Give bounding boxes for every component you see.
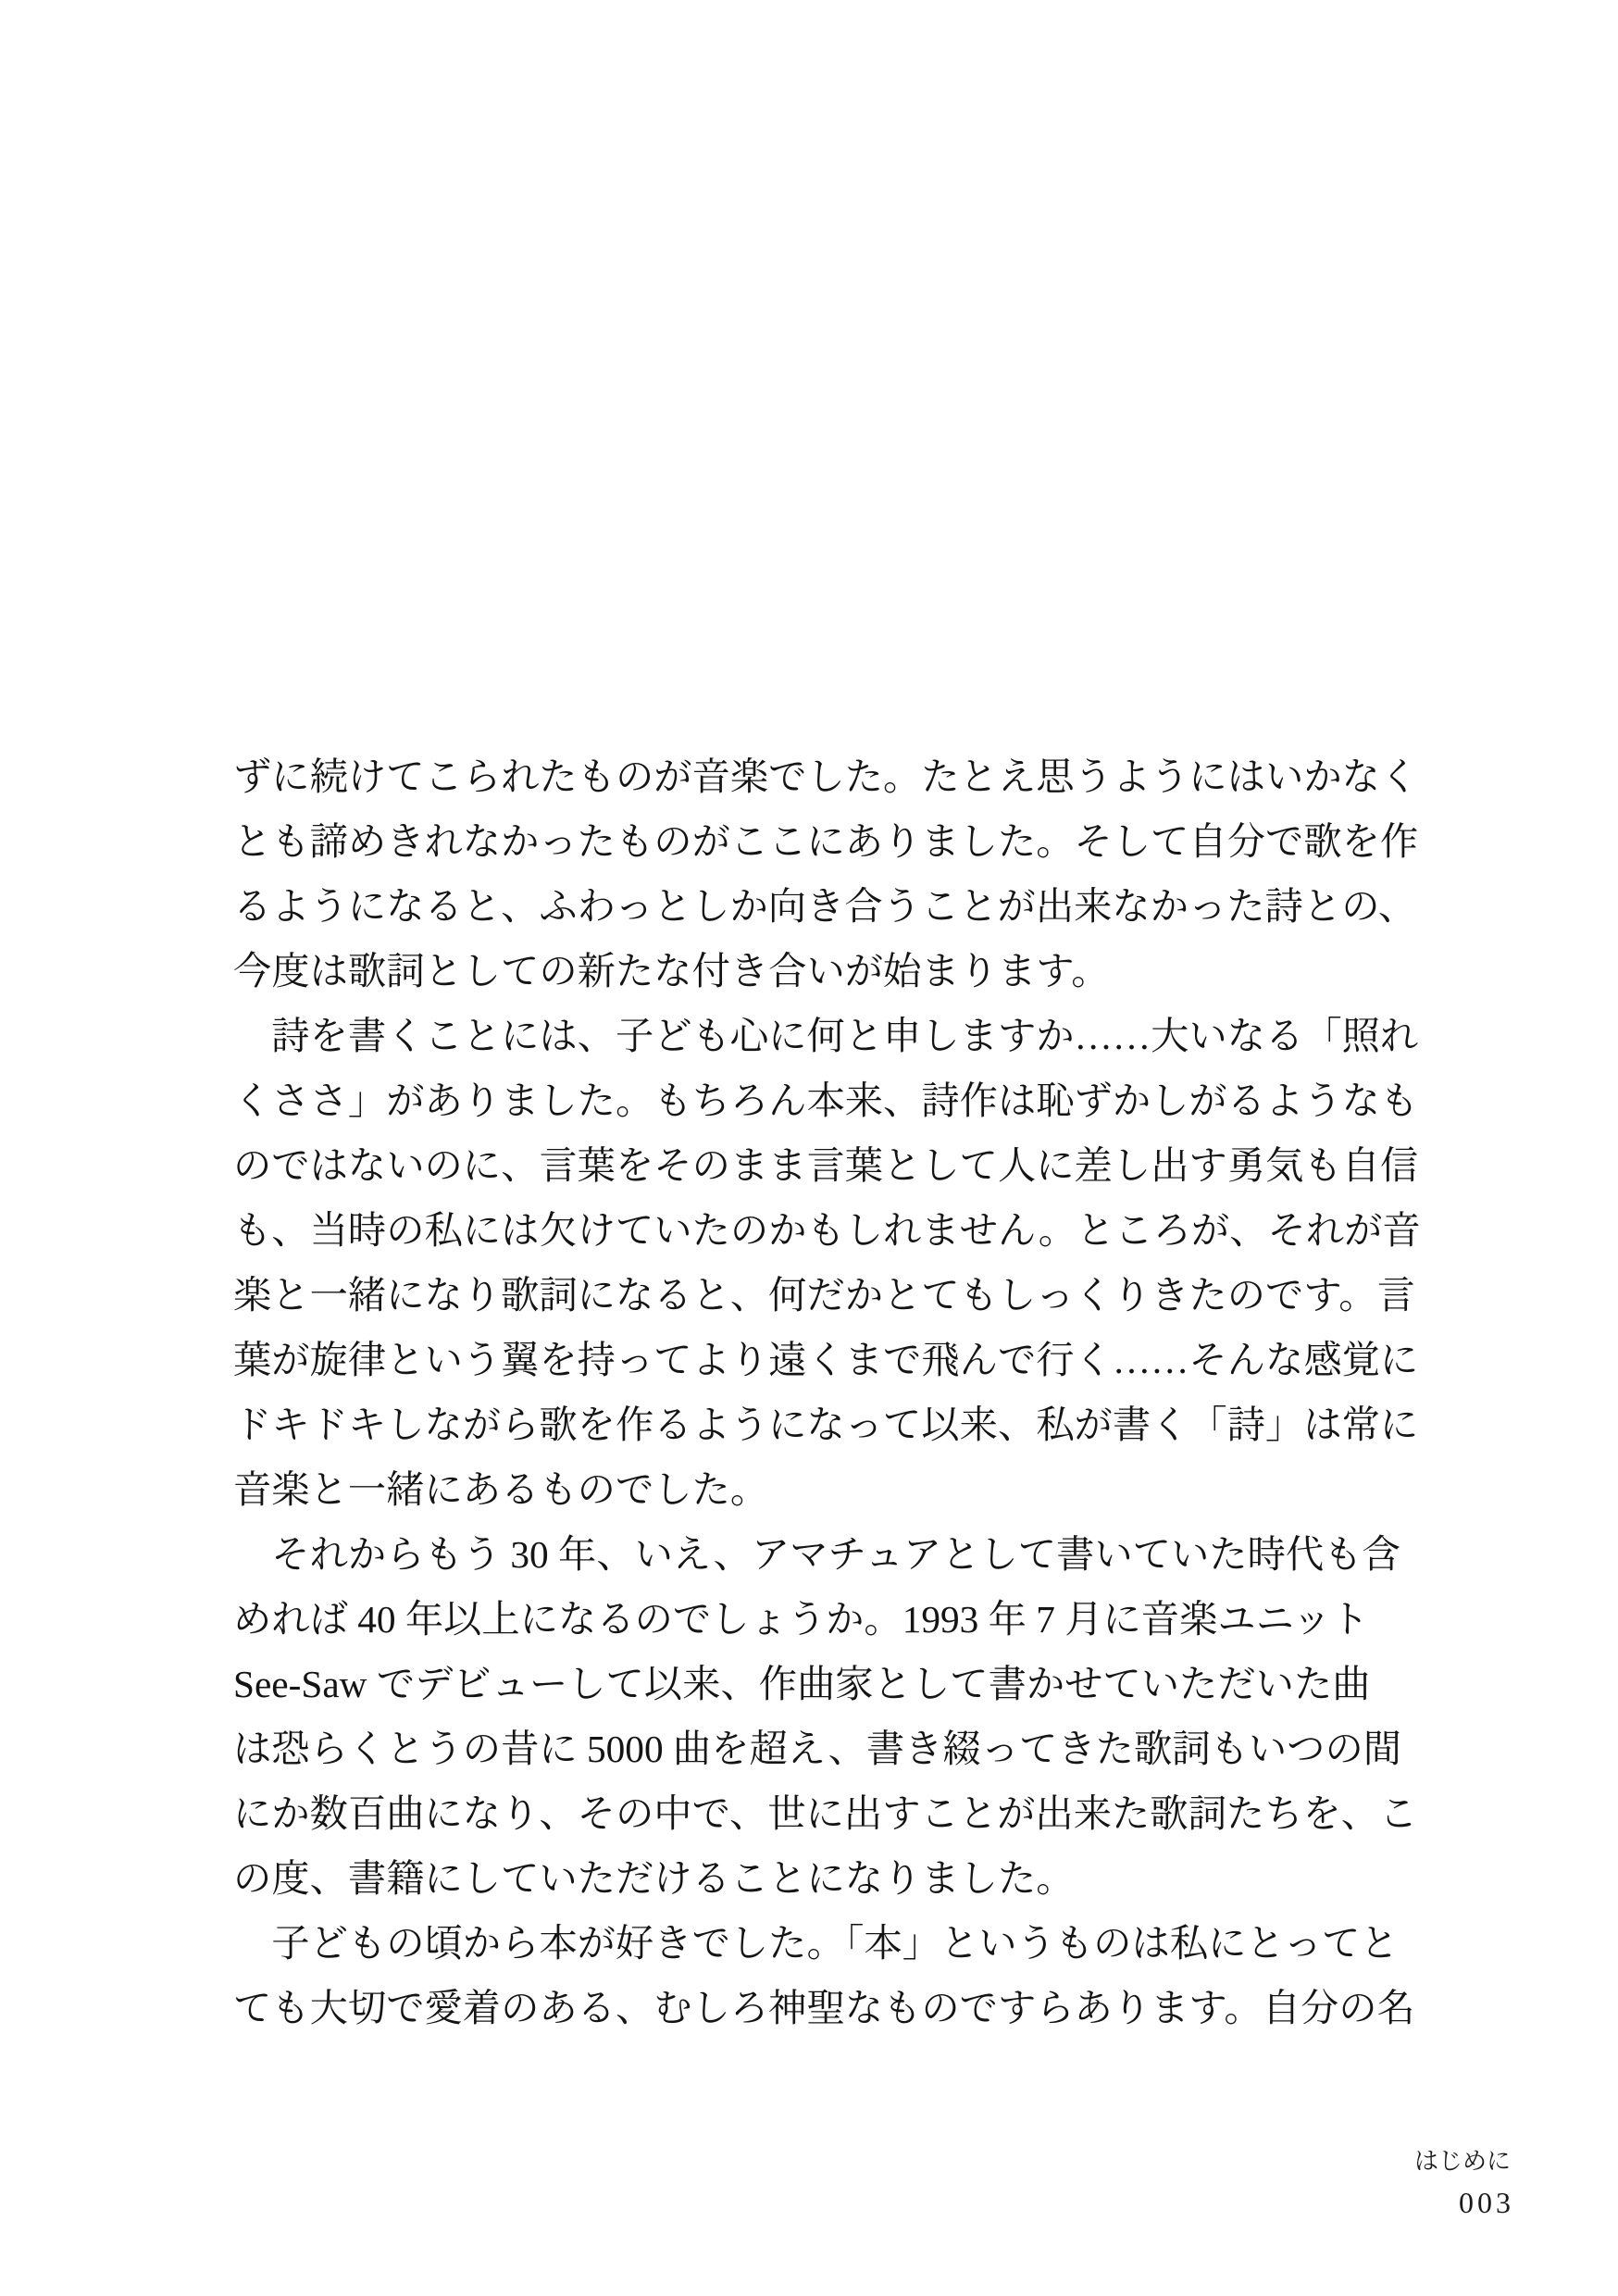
text-line: ドキドキしながら歌を作るようになって以来、私が書く「詩」は常に — [233, 1404, 1419, 1446]
text-line: 子どもの頃から本が好きでした。「本」というものは私にとってと — [233, 1922, 1399, 1965]
paragraph — [233, 1911, 1427, 2040]
text-line: 今度は歌詞としての新たな付き合いが始まります。 — [233, 950, 1110, 992]
text-line: 詩を書くことには、子ども心に何と申しますか……大いなる「照れ — [233, 1015, 1419, 1057]
paragraph — [233, 1004, 1427, 1522]
running-title: はじめに — [1413, 2148, 1511, 2175]
text-line: 音楽と一緒にあるものでした。 — [233, 1468, 769, 1511]
text-line: ずに続けてこられたものが音楽でした。たとえ思うようにはいかなく — [233, 755, 1419, 798]
text-line: るようになると、ふわっとしか向き合うことが出来なかった詩との、 — [233, 885, 1417, 928]
text-line: See-Saw でデビューして以来、作曲家として書かせていただいた曲 — [233, 1663, 1371, 1705]
text-line: ても大切で愛着のある、むしろ神聖なものですらあります。自分の名 — [233, 1987, 1415, 2029]
text-line: とも諦めきれなかったものがここにありました。そして自分で歌を作 — [233, 820, 1419, 863]
page-number: 003 — [1459, 2186, 1514, 2219]
text-line: 葉が旋律という翼を持ってより遠くまで飛んで行く……そんな感覚に — [233, 1339, 1419, 1381]
text-line: 楽と一緒になり歌詞になると、何だかとてもしっくりきたのです。言 — [233, 1274, 1415, 1316]
text-line: のではないのに、言葉をそのまま言葉として人に差し出す勇気も自信 — [233, 1144, 1419, 1187]
text-line: の度、書籍にしていただけることになりました。 — [233, 1857, 1075, 1900]
text-line: くささ」がありました。もちろん本来、詩作は恥ずかしがるようなも — [233, 1079, 1419, 1122]
text-line: は恐らくとうの昔に 5000 曲を超え、書き綴ってきた歌詞もいつの間 — [233, 1728, 1402, 1770]
paragraph — [233, 744, 1427, 1004]
text-line: も、当時の私には欠けていたのかもしれません。ところが、それが音 — [233, 1209, 1421, 1252]
text-line: それからもう 30 年、いえ、アマチュアとして書いていた時代も含 — [233, 1533, 1400, 1576]
body-text — [233, 744, 1427, 2040]
paragraph — [233, 1522, 1427, 1911]
text-line: にか数百曲になり、その中で、世に出すことが出来た歌詞たちを、こ — [233, 1792, 1418, 1835]
text-line: めれば 40 年以上になるのでしょうか。1993 年 7 月に音楽ユニット — [233, 1598, 1369, 1641]
